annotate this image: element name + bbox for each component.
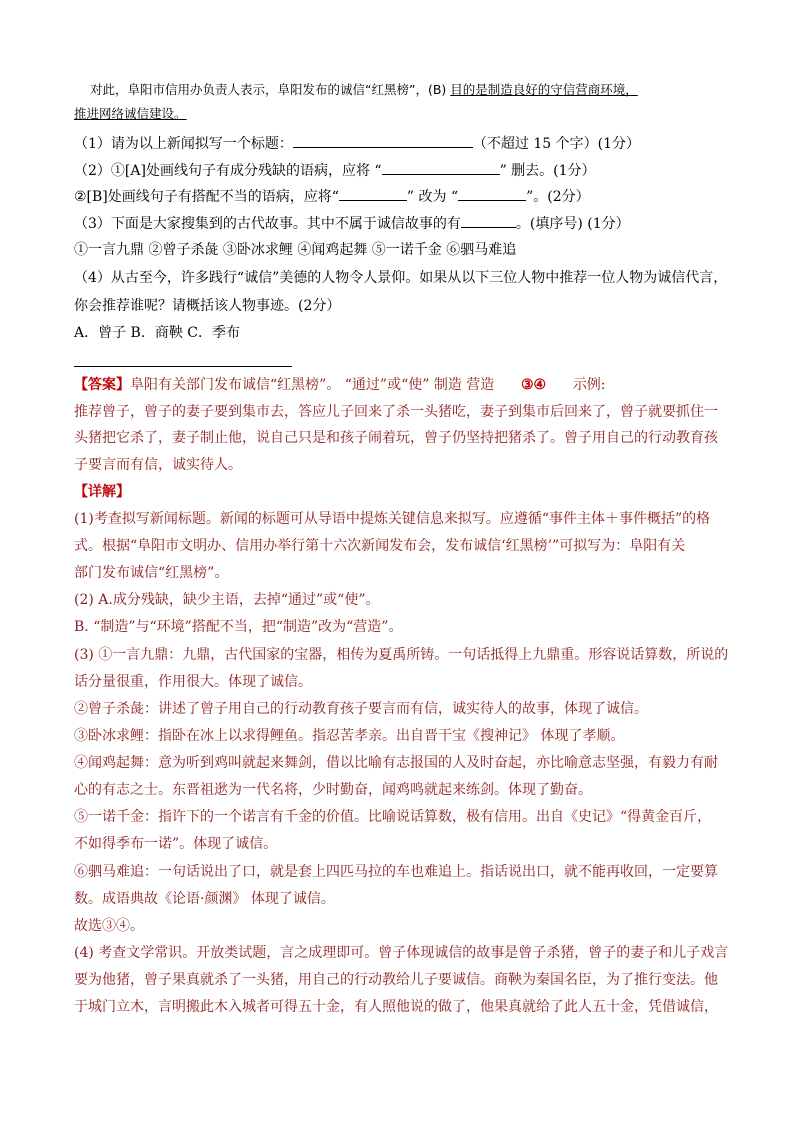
detail-line: ⑥驷马难追：一句话说出了口，就是套上四匹马拉的车也难追上。指话说出口，就不能再收回，一定要算: [74, 864, 718, 880]
q1-prompt: （1）请为以上新闻拟写一个标题：: [74, 136, 293, 152]
intro-underlined-sentence-b: 目的是制造良好的守信营商环境，: [450, 82, 638, 97]
detail-line: (3) ①一言九鼎：九鼎，古代国家的宝器，相传为夏禹所铸。一句话抵得上九鼎重。形容说话算数，所说的: [74, 647, 729, 663]
q1-answer-blank: [293, 133, 473, 148]
answer-q3-choice: ③④: [521, 377, 547, 393]
detail-line: (1)考查拟写新闻标题。新闻的标题可从导语中提炼关键信息来拟写。应遵循“事件主体＋事件概括”的格: [74, 511, 711, 527]
detail-tag: 【详解】: [74, 484, 130, 500]
detail-line: 故选③④。: [74, 918, 144, 934]
detail-line: ②曾子杀彘：讲述了曾子用自己的行动教育孩子要言而有信，诚实待人的故事，体现了诚信。: [74, 701, 648, 717]
answer-line-1: [74, 375, 734, 395]
answer-text: 阜阳有关部门发布诚信“红黑榜”。 “通过”或“使” 制造 营造: [130, 377, 495, 393]
detail-line: (4) 考查文学常识。开放类试题，言之成理即可。曾子体现诚信的故事是曾子杀猪，曾子的妻子和儿子戏言: [74, 945, 729, 961]
q3-note: 。(填序号) (1分）: [515, 216, 630, 232]
answer-line-3: 头猪把它杀了，妻子制止他，说自己只是和孩子闹着玩，曾子仍坚持把猪杀了。曾子用自己的行动教育孩: [74, 430, 718, 446]
detail-line: (2) A.成分残缺，缺少主语，去掉“通过”或“使”。: [74, 592, 380, 608]
q2b-mid: ” 改为 “: [406, 189, 459, 205]
answer-line-2: 推荐曾子，曾子的妻子要到集市去，答应儿子回来了杀一头猪吃，妻子到集市后回来了，曾子就要抓住一: [74, 404, 718, 420]
detail-line: 于城门立木，言明搬此木入城者可得五十金，有人照他说的做了，他果真就给了此人五十金，凭借诚信，: [74, 999, 718, 1015]
detail-line: 式。根据“阜阳市文明办、信用办举行第十六次新闻发布会，发布诚信‘红黑榜’”可拟写为：阜阳有关: [74, 538, 686, 554]
q2b-blank-1: [339, 186, 407, 201]
detail-line: 不如得季布一诺”。体现了诚信。: [74, 836, 278, 852]
detail-line: 要为他猪，曾子果真就杀了一头猪，用自己的行动教给儿子要诚信。商鞅为秦国名臣，为了推行变法。他: [74, 972, 718, 988]
detail-line: 心的有志之士。东晋祖逖为一代名将，少时勤奋，闻鸡鸣就起来练剑。体现了勤奋。: [74, 782, 592, 798]
q3-prompt: （3）下面是大家搜集到的古代故事。其中不属于诚信故事的有: [74, 216, 461, 232]
q2b-prompt: ②[B]处画线句子有搭配不当的语病，应将“: [74, 189, 339, 205]
q2b-note: ”。(2分）: [526, 189, 590, 205]
intro-line-1: [90, 80, 750, 100]
question-1: [74, 133, 734, 154]
detail-line: 部门发布诚信“红黑榜”。: [74, 565, 229, 581]
q2a-note: ” 删去。(1分）: [499, 163, 596, 179]
question-3: [74, 213, 734, 234]
detail-line: 话分量很重，作用很大。体现了诚信。: [74, 674, 312, 690]
answer-tag: 【答案】: [74, 377, 130, 393]
intro-line-2: [74, 104, 734, 124]
question-2a: [74, 160, 734, 181]
q2a-prompt: （2）①[A]处画线句子有成分残缺的语病，应将 “: [74, 163, 382, 179]
answer-line-4: 子要言而有信，诚实待人。: [74, 457, 242, 473]
detail-line: ③卧冰求鲤：指卧在冰上以求得鲤鱼。指忍苦孝亲。出自晋干宝《搜神记》 体现了孝顺。: [74, 728, 625, 744]
answer-example-label: 示例:: [572, 377, 606, 393]
q1-note: （不超过 15 个字）(1分）: [472, 136, 641, 152]
question-3-options: ①一言九鼎 ②曾子杀彘 ③卧冰求鲤 ④闻鸡起舞 ⑤一诺千金 ⑥驷马难追: [74, 242, 517, 258]
question-4-choices: A．曾子 B．商鞅 C．季布: [74, 325, 241, 341]
question-2b: [74, 186, 734, 207]
q2b-blank-2: [458, 186, 526, 201]
detail-line: 数。成语典故《论语·颜渊》 体现了诚信。: [74, 891, 335, 907]
detail-line: ④闻鸡起舞：意为听到鸡叫就起来舞剑，借以比喻有志报国的人及时奋起，亦比喻意志坚强，有毅力有耐: [74, 755, 718, 771]
intro-underlined-sentence-b-cont: 推进网络诚信建设。: [74, 106, 187, 121]
intro-text: 对此，阜阳市信用办负责人表示，阜阳发布的诚信“红黑榜”，(B): [90, 82, 451, 97]
question-4-line-1: （4）从古至今，许多践行“诚信”美德的人物令人景仰。如果从以下三位人物中推荐一位人物为诚信代言，: [74, 270, 728, 286]
detail-line: ⑤一诺千金：指许下的一个诺言有千金的价值。比喻说话算数，极有信用。出自《史记》“得黄金百斤，: [74, 809, 712, 825]
answer-separator-line: [74, 366, 292, 367]
detail-line: B. “制造”与“环境”搭配不当，把“制造”改为“营造”。: [74, 619, 403, 635]
q2a-answer-blank: [382, 160, 500, 175]
q3-answer-blank: [461, 213, 516, 228]
question-4-line-2: 你会推荐谁呢？请概括该人物事迹。(2分）: [74, 298, 341, 314]
